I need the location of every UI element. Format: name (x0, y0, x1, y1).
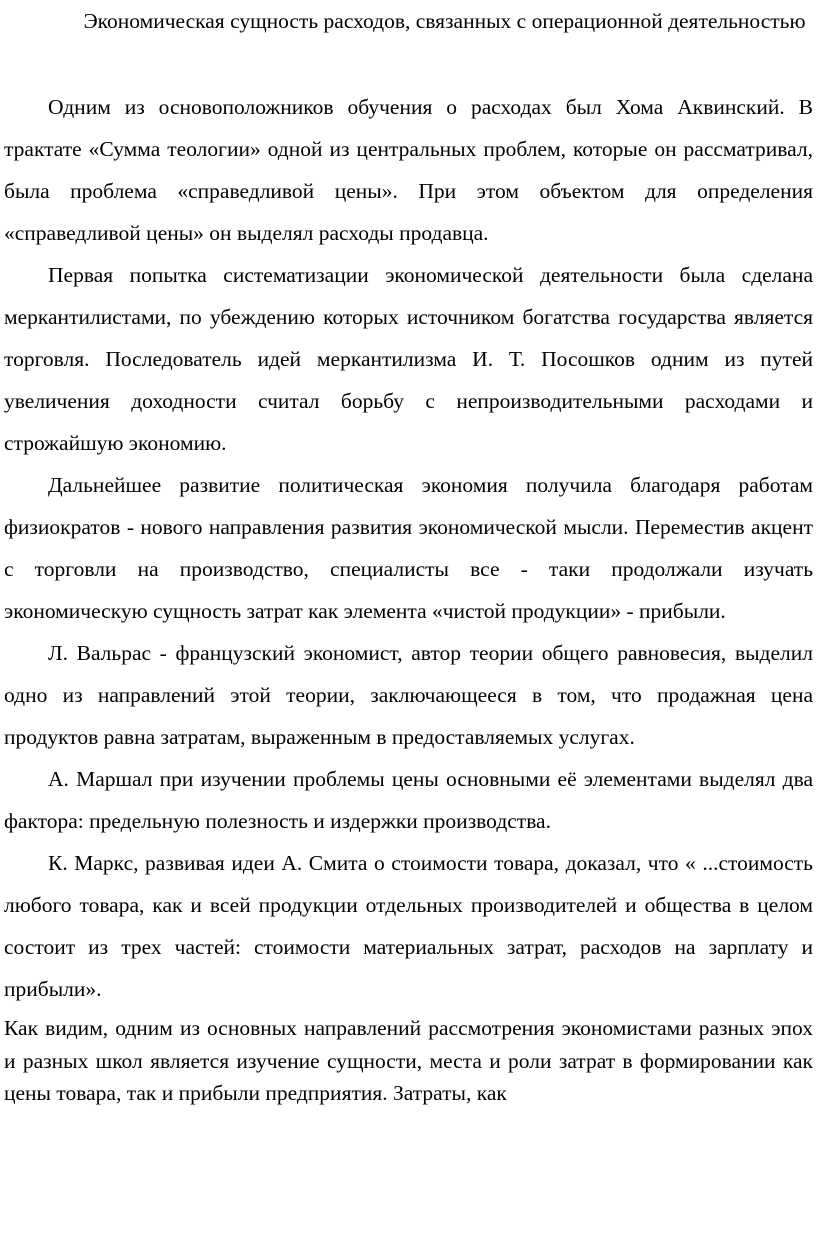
paragraph-physiocrats: Дальнейшее развитие политическая экономия получила благодаря работам физиократов - нового направления развития экономической мысли. Переместив акцент с торговли на производство, специалисты все - таки продолжали изучать экономическую сущность затрат как элемента «чистой продукции» - прибыли. (4, 473, 813, 623)
paragraph-marx: К. Маркс, развивая идеи А. Смита о стоимости товара, доказал, что « ...стоимость любого товара, как и всей продукции отдельных производителей и общества в целом состоит из трех частей: стоимости материальных затрат, расходов на зарплату и прибыли». (4, 851, 813, 1001)
paragraph-conclusion: Как видим, одним из основных направлений рассмотрения экономистами разных эпох и разных школ является изучение сущности, места и роли затрат в формировании как цены товара, так и прибыли предприятия. Затраты, как (4, 1016, 813, 1105)
paragraph-mercantilists: Первая попытка систематизации экономической деятельности была сделана меркантилистами, по убеждению которых источником богатства государства является торговля. Последователь идей меркантилизма И. Т. Посошков одним из путей увеличения доходности считал борьбу с непроизводительными расходами и строжайшую экономию. (4, 263, 813, 455)
paragraph-walras: Л. Вальрас - французский экономист, автор теории общего равновесия, выделил одно из направлений этой теории, заключающееся в том, что продажная цена продуктов равна затратам, выраженным в предоставляемых услугах. (4, 641, 813, 749)
paragraph-aquinas: Одним из основоположников обучения о расходах был Хома Аквинский. В трактате «Сумма теологии» одной из центральных проблем, которые он рассматривал, была проблема «справедливой цены». При этом объектом для определения «справедливой цены» он выделял расходы продавца. (4, 95, 813, 245)
document-title: Экономическая сущность расходов, связанных с операционной деятельностью (83, 9, 806, 33)
paragraph-marshall: А. Маршал при изучении проблемы цены основными её элементами выделял два фактора: предельную полезность и издержки производства. (4, 767, 813, 833)
title-spacer (4, 42, 813, 86)
